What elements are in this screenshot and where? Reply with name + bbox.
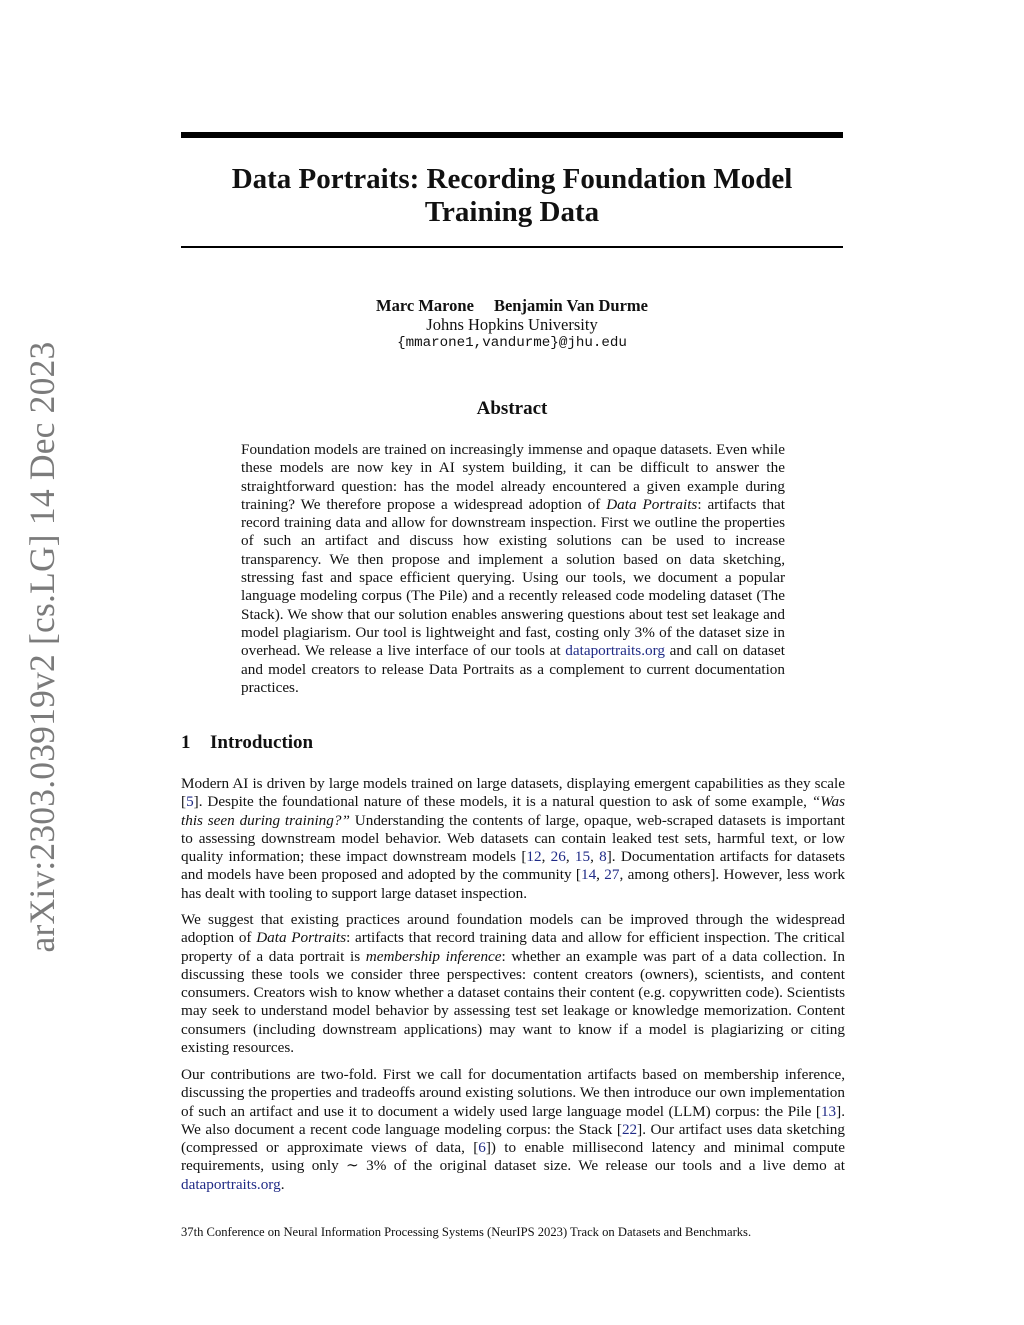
paragraph-text: ]. Our artifact uses data sketching (compressed or approximate views of data, [ (181, 1120, 845, 1156)
citation-link[interactable]: 26 (550, 848, 566, 865)
citation-link[interactable]: 15 (574, 848, 591, 865)
paragraph-emphasis: Data Portraits (256, 929, 347, 947)
abstract-text: and call on dataset and model creators to release Data Portraits as a complement to current documentation practices. (241, 642, 785, 696)
intro-paragraph-2 (181, 911, 845, 1057)
paragraph-text: ]) to enable millisecond latency and minimal compute requirements, using only ∼ 3% of the original dataset size. We release our tools and a live demo at (181, 1139, 846, 1175)
arxiv-identifier-text: arXiv:2303.03919v2 [cs.LG] 14 Dec 2023 (22, 341, 62, 953)
citation-link[interactable]: 6 (478, 1139, 486, 1156)
section-number: 1 (181, 732, 191, 753)
citation-link[interactable]: 12 (526, 848, 542, 865)
paragraph-text: : whether an example was part of a data collection. In discussing these tools we consider three perspectives: content creators (owners), scientists, and content consumers. Creators wish to know whether a dataset contains their content (e.g. copywritten code). Scientists may seek to understand model behavior by assessing test set leakage or knowledge memorization. Content consumers (including downstream applications) may want to know if a model is plagiarizing or citing existing resources. (181, 947, 845, 1056)
section-heading-introduction (181, 732, 313, 754)
paragraph-text: Our contributions are two-fold. First we call for documentation artifacts based on membership inference, discussing the properties and tradeoffs around existing solutions. We then introduce our own implementation of such an artifact and use it to document a widely used large language model (LLM) corpus: the Pile [ (181, 1066, 845, 1120)
title-rule-bottom (181, 246, 843, 248)
paragraph-text: ]. We also document a recent code language modeling corpus: the Stack [ (181, 1102, 845, 1138)
citation-link[interactable]: 14 (580, 866, 597, 884)
citation-link[interactable]: 8 (599, 848, 607, 865)
citation-link[interactable]: 5 (186, 793, 194, 811)
abstract-heading: Abstract (476, 398, 548, 419)
paragraph-emphasis: membership inference (365, 947, 502, 965)
paper-title: Data Portraits: Recording Foundation Model Training Data (231, 163, 793, 228)
conference-footnote: 37th Conference on Neural Information Processing Systems (NeurIPS 2023) Track on Datasets and Benchmarks. (181, 1225, 752, 1239)
paragraph-text: Modern AI is driven by large models trained on large datasets, displaying emergent capabilities as they scale [ (181, 775, 845, 811)
author-name: Marc Marone (376, 296, 474, 315)
intro-paragraph-3 (181, 1066, 845, 1194)
author-name: Benjamin Van Durme (493, 296, 648, 315)
abstract-body (241, 441, 785, 697)
abstract-text: : artifacts that record training data and allow for downstream inspection. First we outline the properties of such an artifact and discuss how existing solutions can be used to increase transparency. We then propose and implement a solution based on data sketching, stressing fast and space efficient querying. Using our tools, we document a popular language modeling corpus (The Pile) and a recently released code modeling dataset (The Stack). We show that our solution enables answering questions about test set leakage and model plagiarism. Our tool is lightweight and fast, costing only 3% of the dataset size in overhead. We release a live interface of our tools at (241, 495, 786, 660)
dataportraits-link[interactable]: dataportraits.org (181, 1175, 281, 1193)
dataportraits-link[interactable]: dataportraits.org (565, 642, 665, 660)
author-names (181, 296, 843, 315)
paragraph-text: Understanding the contents of large, opaque, web-scraped datasets is important to assessing downstream model behavior. Web datasets can contain leaked test sets, harmful text, or low quality information; these impact downstream models [ (181, 811, 846, 865)
citation-link[interactable]: 27 (604, 866, 620, 884)
author-block (181, 296, 843, 353)
abstract-emphasis: Data Portraits (606, 495, 698, 513)
author-email: {mmarone1,vandurme}@jhu.edu (397, 335, 627, 351)
paragraph-text: ]. Despite the foundational nature of these models, it is a natural question to ask of some example, (193, 793, 812, 811)
title-rule-top (181, 132, 843, 138)
paragraph-text: We suggest that existing practices around foundation models can be improved through the widespread adoption of (181, 911, 845, 947)
citation-link[interactable]: 22 (621, 1120, 638, 1138)
intro-paragraph-1: Modern AI is driven by large models trained on large datasets, displaying emergent capabilities as they scale [5]. Despite the foundational nature of these models, it is a natural question to ask of some example, “Was this seen during training?” Understanding the contents of large, opaque, web-scraped datasets is important to assessing downstream model behavior. Web datasets can contain leaked test sets, harmful text, or low quality information; these impact downstream models [12, 26, 15, 8]. Documentation artifacts for datasets and models have been proposed and adopted by the community [14, 27, among others]. However, less work has dealt with tooling to support large dataset inspection. (181, 775, 846, 902)
section-title: Introduction (210, 732, 314, 753)
paragraph-text: : artifacts that record training data and allow for efficient inspection. The critical property of a data portrait is (181, 929, 845, 965)
paragraph-text: . (280, 1175, 285, 1193)
author-affiliation: Johns Hopkins University (426, 315, 598, 334)
abstract-text: Foundation models are trained on increasingly immense and opaque datasets. Even while these models are now key in AI system building, it can be difficult to answer the straightforward question: has the model already encountered a given example during training? We therefore propose a widespread adoption of (241, 441, 785, 513)
citation-link[interactable]: 13 (820, 1102, 837, 1120)
paragraph-text: ]. Documentation artifacts for datasets and models have been proposed and adopted by the community [ (181, 848, 845, 884)
paragraph-text: , among others]. However, less work has dealt with tooling to support large dataset inspection. (181, 866, 845, 902)
paragraph-emphasis: “Was this seen during training?” (181, 793, 845, 829)
